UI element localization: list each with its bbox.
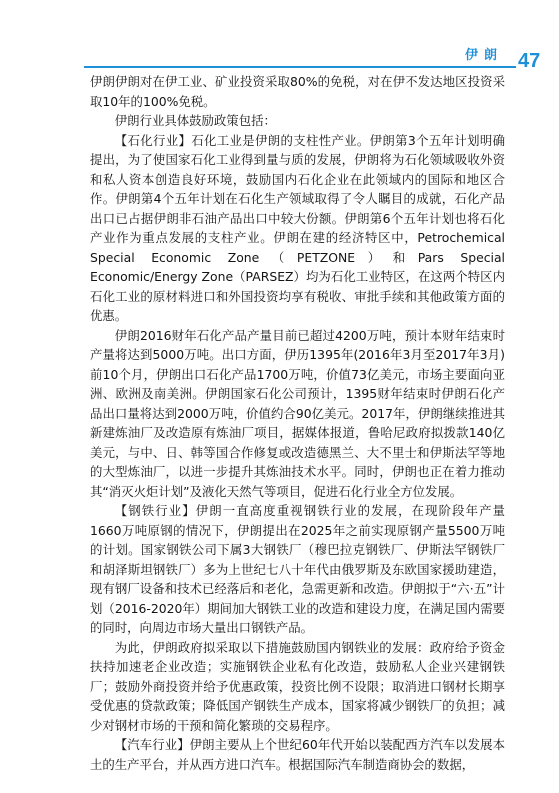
- paragraph: 【钢铁行业】伊朗一直高度重视钢铁行业的发展，在现阶段年产量1660万吨原钢的情况下，伊朗提出在2025年之前实现原钢产量5500万吨的计划。国家钢铁公司下属3大钢铁厂（穆巴拉克钢铁厂、伊斯法罕钢铁厂和胡泽斯坦钢铁厂）多为上世纪七八十年代由俄罗斯及东欧国家援助建造，现有钢厂设备和技术已经落后和老化，急需更新和改造。伊朗拟于“六·五”计划（2016-2020年）期间加大钢铁工业的改造和建设力度，在满足国内需要的同时，向周边市场大量出口钢铁产品。: [90, 503, 505, 635]
- paragraph: 【汽车行业】伊朗主要从上个世纪60年代开始以装配西方汽车以发展本土的生产平台，并从西方进口汽车。根据国际汽车制造商协会的数据，: [90, 737, 505, 772]
- paragraph: 伊朗伊朗对在伊工业、矿业投资采取80%的免税，对在伊不发达地区投资采取10年的100%免税。: [90, 74, 505, 109]
- page-number: 47: [518, 50, 541, 72]
- running-header-title: 伊朗: [464, 48, 503, 63]
- body-text: [90, 72, 505, 774]
- header-rule: [84, 66, 516, 68]
- paragraph: 伊朗行业具体鼓励政策包括：: [114, 113, 276, 128]
- paragraph: 伊朗2016财年石化产品产量目前已超过4200万吨，预计本财年结束时产量将达到5000万吨。出口方面，伊历1395年(2016年3月至2017年3月)前10个月，伊朗出口石化产品1700万吨，价值73亿美元，市场主要面向亚洲、欧洲及南美洲。伊朗国家石化公司预计，1395财年结束时伊朗石化产品出口量将达到2000万吨，价值约合90亿美元。2017年，伊朗继续推进其新建炼油厂及改造原有炼油厂项目，据媒体报道，鲁哈尼政府拟拨款140亿美元，与中、日、韩等国合作修复或改造德黑兰、大不里士和伊斯法罕等地的大型炼油厂，以进一步提升其炼油技术水平。同时，伊朗也正在着力推动其“消灭火炬计划”及液化天然气等项目，促进石化行业全方位发展。: [90, 327, 505, 499]
- paragraph: 为此，伊朗政府拟采取以下措施鼓励国内钢铁业的发展：政府给予资金扶持加速老企业改造；实施钢铁企业私有化改造，鼓励私人企业兴建钢铁厂；鼓励外商投资并给予优惠政策，投资比例不设限；取消进口钢材长期享受优惠的贷款政策；降低国产钢铁生产成本，国家将减少钢铁厂的负担；减少对钢材市场的干预和简化繁琐的交易程序。: [90, 639, 505, 733]
- paragraph: 【石化行业】石化工业是伊朗的支柱性产业。伊朗第3个五年计划明确提出，为了使国家石化工业得到量与质的发展，伊朗将为石化领域吸收外资和私人资本创造良好环境，鼓励国内石化企业在此领域内的国际和地区合作。伊朗第4个五年计划在石化生产领域取得了令人瞩目的成就，石化产品出口已占据伊朗非石油产品出口中较大份额。伊朗第6个五年计划也将石化产业作为重点发展的支柱产业。伊朗在建的经济特区中，Petrochemical Special Economic Zone（PETZONE）和Pars Special Economic/Energy Zone（PARSEZ）均为石化工业特区，在这两个特区内石化工业的原材料进口和外国投资均享有税收、审批手续和其他政策方面的优惠。: [90, 132, 505, 323]
